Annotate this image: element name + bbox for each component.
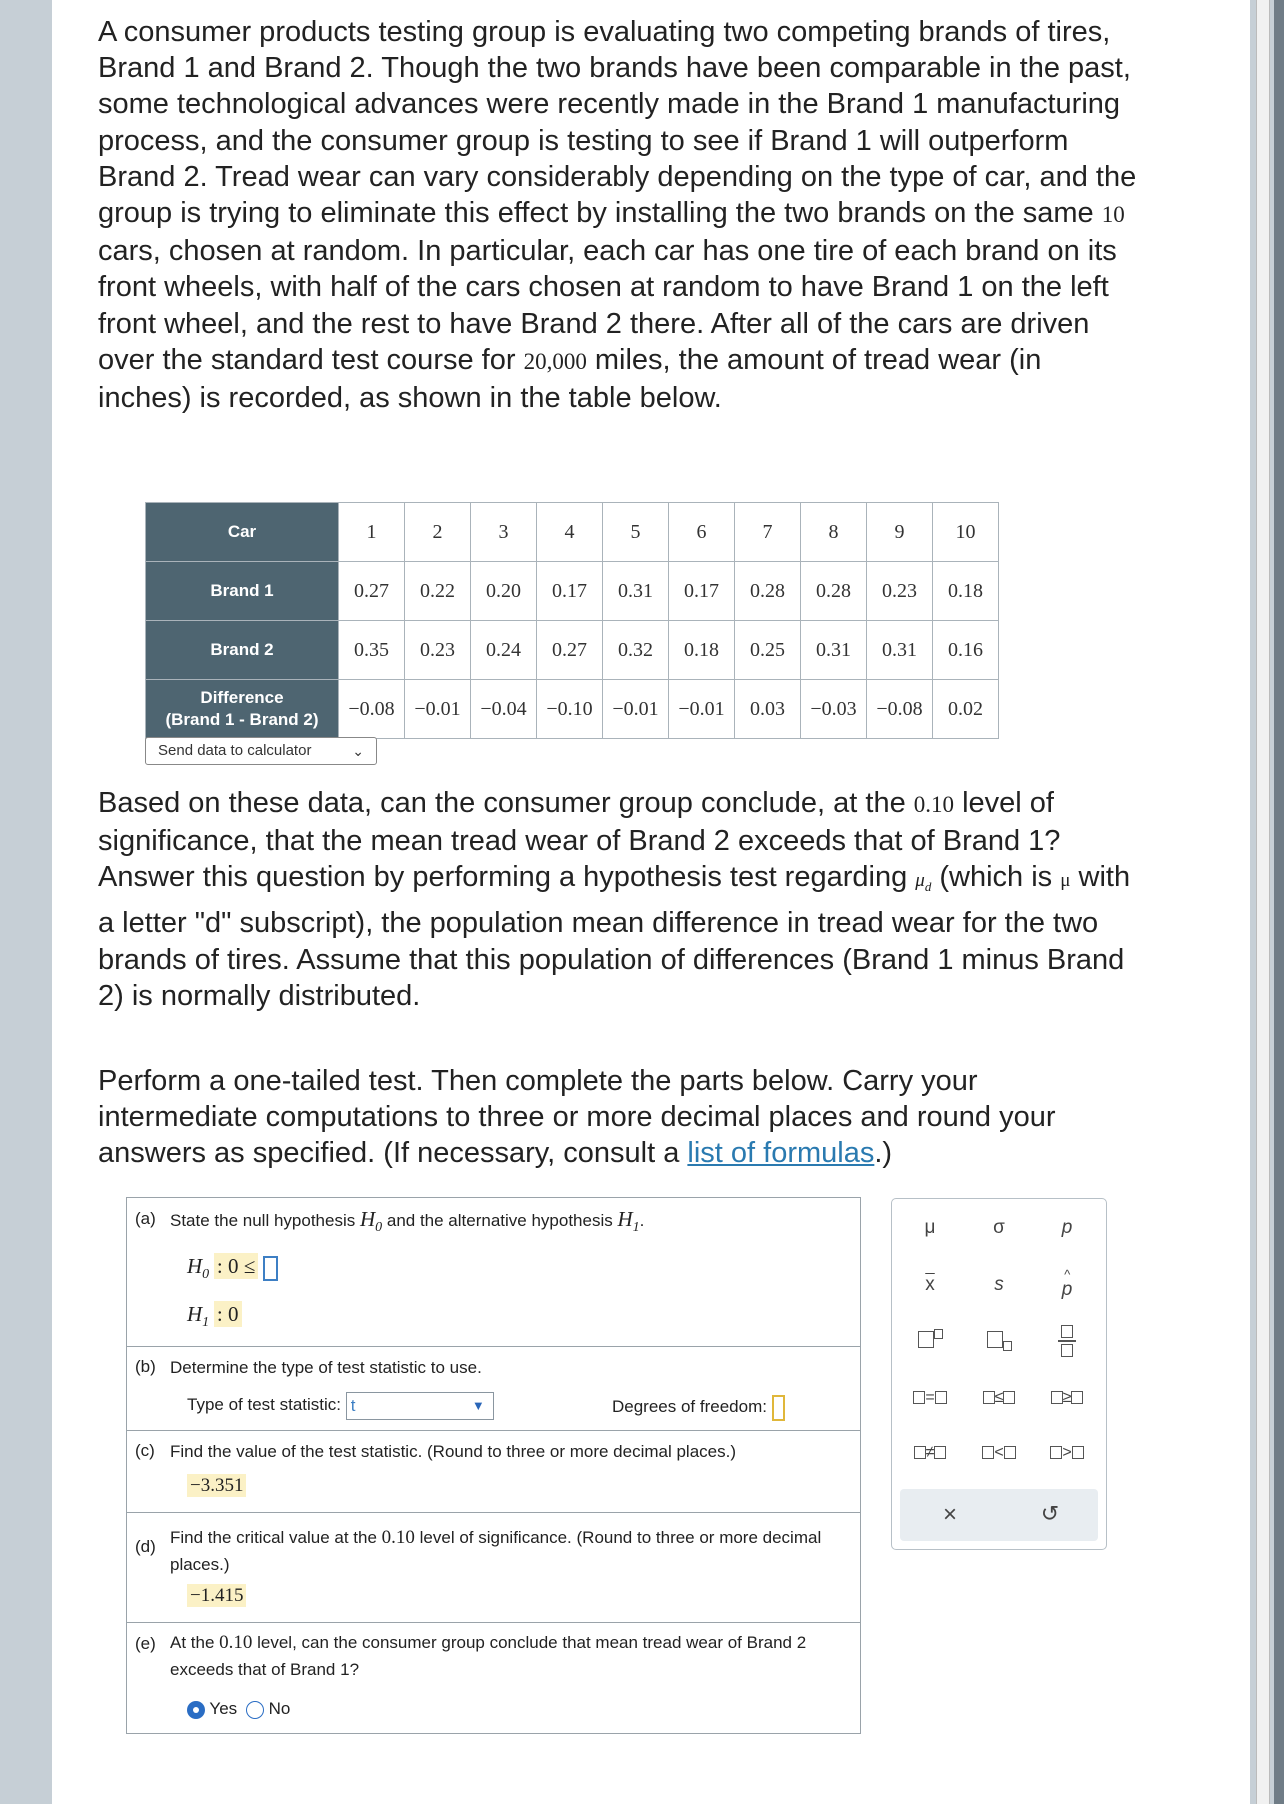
sigma-button[interactable]: σ	[993, 1217, 1005, 1238]
intro-text-1: A consumer products testing group is evaluating two competing brands of tires, Brand 1 and Brand 2. Though the two brands have been comparable in the past, some technological advances were recently made in the Brand 1 manufacturing process, and the consumer group is testing to see if Brand 1 will outperform Brand 2. Tread wear can vary considerably depending on the type of car, and the group is trying to eliminate this effect by installing the two brands on the same	[98, 16, 1137, 230]
table-row-car	[146, 503, 999, 562]
brand2-cell: 0.18	[669, 621, 735, 680]
data-table	[145, 502, 999, 739]
brand1-cell: 0.27	[339, 562, 405, 621]
difference-cell: −0.10	[537, 680, 603, 739]
instructions-paragraph	[98, 1063, 1138, 1172]
question-text-2: level of significance, that the mean tread wear of Brand 2 exceeds that of Brand 1? Answer this question by performing a hypothesis test regarding	[98, 787, 1061, 894]
part-e-level: 0.10	[219, 1632, 253, 1653]
question-text-1: Based on these data, can the consumer group conclude, at the	[98, 787, 914, 819]
difference-sublabel: (Brand 1 - Brand 2)	[165, 710, 319, 729]
no-label: No	[268, 1699, 291, 1718]
chevron-down-icon: ⌄	[352, 743, 364, 759]
type-stat-row	[187, 1391, 494, 1420]
brand1-cell: 0.18	[933, 562, 999, 621]
fraction-button[interactable]	[1037, 1325, 1097, 1357]
car-cell: 3	[471, 503, 537, 562]
brand1-cell: 0.17	[537, 562, 603, 621]
brand2-cell: 0.25	[735, 621, 801, 680]
part-a-text-2: and the alternative hypothesis	[382, 1211, 618, 1230]
subscript-base-icon	[987, 1331, 1003, 1348]
part-e-text	[170, 1629, 830, 1683]
box-icon	[1003, 1391, 1015, 1404]
h1-expression[interactable]: : 0	[214, 1301, 242, 1327]
row-header-difference	[146, 680, 339, 739]
part-e-box	[126, 1622, 861, 1734]
part-e-text-1: At the	[170, 1633, 220, 1652]
h0-symbol: $H_0$	[359, 1207, 383, 1236]
caret-down-icon: ▼	[471, 1397, 485, 1413]
brand2-cell: 0.31	[801, 621, 867, 680]
mu-symbol: μ	[1060, 870, 1071, 892]
part-a-text	[170, 1206, 644, 1241]
superscript-base-icon	[918, 1331, 934, 1348]
ge-button[interactable]	[1037, 1389, 1097, 1407]
brand2-cell: 0.27	[537, 621, 603, 680]
part-b-label: (b)	[135, 1357, 156, 1376]
part-d-text	[170, 1524, 830, 1578]
scroll-thumb[interactable]	[1274, 0, 1284, 1804]
brand1-cell: 0.28	[735, 562, 801, 621]
formulas-link[interactable]: list of formulas	[687, 1137, 875, 1170]
table-row-brand1	[146, 562, 999, 621]
clear-button[interactable]	[920, 1501, 980, 1529]
part-c-box	[126, 1430, 861, 1513]
box-icon	[913, 1391, 925, 1404]
ne-symbol: ≠	[925, 1444, 935, 1461]
send-data-label: Send data to calculator	[158, 742, 312, 759]
test-statistic-answer[interactable]: −3.351	[187, 1474, 246, 1497]
part-c-label: (c)	[135, 1441, 155, 1460]
no-radio[interactable]	[246, 1701, 264, 1719]
brand1-cell: 0.20	[471, 562, 537, 621]
subscript-button[interactable]	[969, 1329, 1029, 1351]
type-stat-select[interactable]	[346, 1392, 494, 1420]
df-label: Degrees of freedom:	[612, 1397, 767, 1416]
instructions-text-2: .)	[874, 1137, 893, 1170]
part-a-box	[126, 1197, 861, 1347]
part-a-text-3: .	[639, 1211, 645, 1230]
difference-cell: −0.08	[867, 680, 933, 739]
brand1-cell: 0.28	[801, 562, 867, 621]
p-hat-button[interactable]: ^ p	[1061, 1267, 1073, 1300]
intro-text-3: miles, the amount of tread wear (in inches) is recorded, as shown in the table below.	[98, 343, 1042, 415]
row-header-brand1: Brand 1	[146, 562, 339, 621]
intro-text-2: cars, chosen at random. In particular, each car has one tire of each brand on its front wheels, with half of the cars chosen at random to have Brand 1 on the left front wheel, and the rest to have Brand 2 there. After all of the cars are driven over the standard test course for	[98, 235, 1117, 376]
s-button[interactable]: s	[994, 1274, 1004, 1295]
x-bar-button[interactable]: $\overline{x}$	[925, 1274, 935, 1295]
mu-button[interactable]: μ	[924, 1217, 936, 1238]
ge-symbol: ≥	[1062, 1389, 1072, 1406]
box-icon	[983, 1391, 995, 1404]
part-d-text-1: Find the critical value at the	[170, 1528, 382, 1547]
p-button[interactable]: p	[1061, 1217, 1073, 1238]
difference-cell: −0.01	[405, 680, 471, 739]
difference-label: Difference	[200, 688, 284, 707]
equal-symbol: =	[925, 1389, 935, 1406]
scrollbar[interactable]	[1256, 0, 1270, 1804]
difference-cell: 0.02	[933, 680, 999, 739]
part-e-text-2: level, can the consumer group conclude that mean tread wear of Brand 2 exceeds that of Brand 1?	[170, 1633, 807, 1679]
part-d-text-2: level of significance. (Round to three or more decimal places.)	[170, 1528, 822, 1574]
h1-row	[187, 1302, 242, 1331]
box-icon	[934, 1446, 946, 1459]
brand1-cell: 0.22	[405, 562, 471, 621]
car-cell: 9	[867, 503, 933, 562]
undo-button[interactable]	[1020, 1501, 1080, 1527]
significance-level: 0.10	[913, 792, 955, 817]
p-hat-symbol: p	[1061, 1279, 1073, 1300]
box-icon	[982, 1446, 994, 1459]
brand2-cell: 0.24	[471, 621, 537, 680]
car-cell: 8	[801, 503, 867, 562]
part-e-label: (e)	[135, 1634, 156, 1653]
symbol-palette	[891, 1198, 1107, 1550]
ne-button[interactable]	[900, 1444, 960, 1462]
close-icon: ×	[942, 1501, 957, 1528]
row-header-brand2: Brand 2	[146, 621, 339, 680]
brand2-cell: 0.32	[603, 621, 669, 680]
num-cars: 10	[1101, 202, 1125, 228]
lt-symbol: <	[994, 1444, 1004, 1461]
gt-symbol: >	[1062, 1444, 1072, 1461]
car-cell: 7	[735, 503, 801, 562]
difference-cell: −0.03	[801, 680, 867, 739]
fraction-num-icon	[1061, 1325, 1073, 1338]
critical-value-answer[interactable]: −1.415	[187, 1584, 246, 1607]
part-d-level: 0.10	[381, 1527, 415, 1548]
gt-button[interactable]	[1037, 1444, 1097, 1462]
car-cell: 5	[603, 503, 669, 562]
box-icon	[1050, 1446, 1062, 1459]
palette-actions	[900, 1489, 1098, 1541]
h1-label: $H_1$	[187, 1302, 210, 1331]
car-cell: 2	[405, 503, 471, 562]
type-stat-value: t	[350, 1395, 356, 1415]
part-a-text-1: State the null hypothesis	[170, 1211, 360, 1230]
brand1-cell: 0.23	[867, 562, 933, 621]
car-cell: 6	[669, 503, 735, 562]
instructions-text-1: Perform a one-tailed test. Then complete the parts below. Carry your intermediate computations to three or more decimal places and round your answers as specified. (If necessary, consult a	[98, 1065, 1056, 1170]
yes-label: Yes	[209, 1699, 238, 1718]
h0-blank-input[interactable]	[263, 1256, 278, 1281]
critical-value-answer-row	[187, 1585, 246, 1607]
brand2-cell: 0.16	[933, 621, 999, 680]
h1-symbol: $H_1$	[617, 1207, 640, 1236]
fraction-den-icon	[1061, 1344, 1073, 1357]
brand1-cell: 0.31	[603, 562, 669, 621]
part-a-label: (a)	[135, 1209, 156, 1228]
difference-cell: 0.03	[735, 680, 801, 739]
superscript-button[interactable]	[900, 1329, 960, 1351]
yes-no-radio-group	[187, 1699, 290, 1719]
box-icon	[1071, 1391, 1083, 1404]
question-paragraph	[98, 785, 1138, 1014]
subscript-idx-icon	[1003, 1341, 1012, 1351]
difference-cell: −0.01	[603, 680, 669, 739]
part-d-box	[126, 1512, 861, 1623]
row-header-car: Car	[146, 503, 339, 562]
le-button[interactable]	[969, 1389, 1029, 1407]
df-row	[612, 1393, 785, 1421]
brand2-cell: 0.35	[339, 621, 405, 680]
box-icon	[1004, 1446, 1016, 1459]
superscript-exp-icon	[934, 1329, 943, 1339]
table-row-brand2	[146, 621, 999, 680]
car-cell: 10	[933, 503, 999, 562]
car-cell: 1	[339, 503, 405, 562]
part-d-label: (d)	[135, 1537, 156, 1556]
difference-cell: −0.04	[471, 680, 537, 739]
brand2-cell: 0.23	[405, 621, 471, 680]
type-stat-label: Type of test statistic:	[187, 1395, 342, 1414]
brand1-cell: 0.17	[669, 562, 735, 621]
yes-radio[interactable]	[187, 1701, 205, 1719]
h0-row	[187, 1254, 278, 1283]
question-text-3: (which is	[931, 861, 1061, 894]
part-c-text: Find the value of the test statistic. (Round to three or more decimal places.)	[170, 1442, 736, 1461]
box-icon	[1072, 1446, 1084, 1459]
fraction-bar-icon	[1058, 1340, 1076, 1342]
difference-cell: −0.08	[339, 680, 405, 739]
miles-value: 20,000	[523, 348, 587, 374]
question-text-4: with a letter "d" subscript), the population mean difference in tread wear for the two brands of tires. Assume that this population of differences (Brand 1 minus Brand 2) is normally distributed.	[98, 861, 1131, 1012]
mu-d-symbol: $\mu_d$	[915, 870, 932, 895]
table-row-difference	[146, 680, 999, 739]
equal-button[interactable]	[900, 1389, 960, 1407]
h0-expression[interactable]: : 0 ≤	[214, 1253, 258, 1279]
box-icon	[935, 1391, 947, 1404]
yes-radio-dot	[193, 1707, 199, 1713]
le-symbol: ≤	[994, 1389, 1004, 1406]
box-icon	[1051, 1391, 1063, 1404]
box-icon	[914, 1446, 926, 1459]
undo-icon: ↺	[1040, 1501, 1060, 1526]
send-data-dropdown[interactable]	[145, 737, 377, 765]
test-statistic-answer-row	[187, 1475, 246, 1497]
lt-button[interactable]	[969, 1444, 1029, 1462]
part-b-text: Determine the type of test statistic to use.	[170, 1358, 482, 1377]
part-b-box	[126, 1346, 861, 1431]
df-input[interactable]	[772, 1395, 785, 1421]
car-cell: 4	[537, 503, 603, 562]
intro-paragraph	[98, 14, 1138, 416]
brand2-cell: 0.31	[867, 621, 933, 680]
h0-label: $H_0$	[187, 1254, 210, 1283]
difference-cell: −0.01	[669, 680, 735, 739]
